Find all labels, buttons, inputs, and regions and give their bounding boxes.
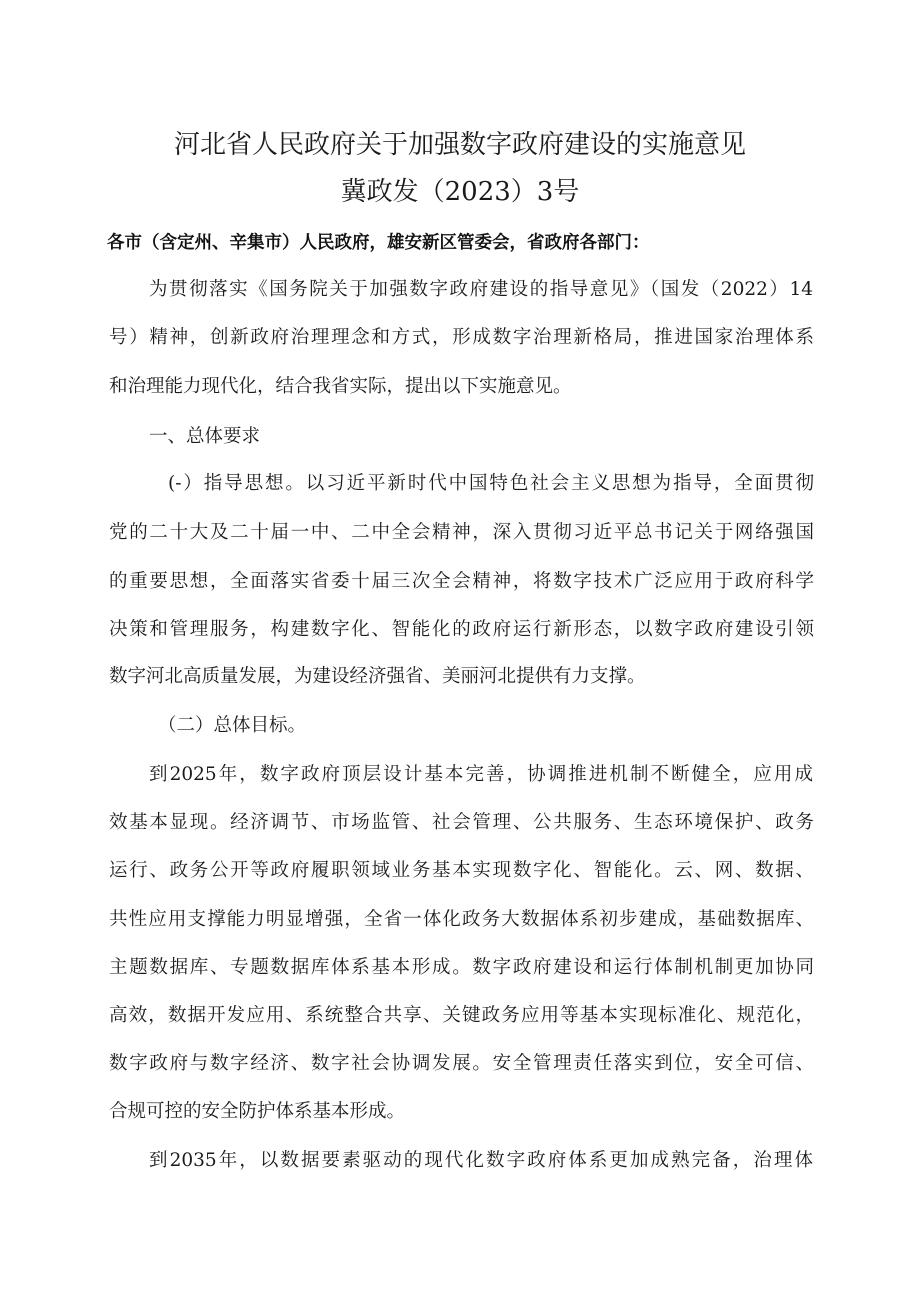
body-line: 数字政府与数字经济、数字社会协调发展。安全管理责任落实到位，安全可信、 xyxy=(109,1053,814,1074)
body-line: 高效，数据开发应用、系统整合共享、关键政务应用等基本实现标准化、规范化， xyxy=(109,1005,814,1026)
body-line: 主题数据库、专题数据库体系基本形成。数字政府建设和运行体制机制更加协同 xyxy=(109,957,814,978)
salutation: 各市（含定州、辛集市）人民政府，雄安新区管委会，省政府各部门： xyxy=(107,233,650,253)
body-line: 共性应用支撑能力明显增强，全省一体化政务大数据体系初步建成，基础数据库、 xyxy=(109,909,814,930)
body-line: 到2025年，数字政府顶层设计基本完善，协调推进机制不断健全，应用成 xyxy=(149,764,813,785)
body-line: 党的二十大及二十届一中、二中全会精神，深入贯彻习近平总书记关于网络强国 xyxy=(109,522,814,543)
body-line: 到2035年，以数据要素驱动的现代化数字政府体系更加成熟完备，治理体 xyxy=(149,1150,813,1171)
body-line: 和治理能力现代化，结合我省实际，提出以下实施意见。 xyxy=(109,376,572,397)
body-line: 为贯彻落实《国务院关于加强数字政府建设的指导意见》（国发（2022）14 xyxy=(149,279,813,300)
body-line: 效基本显现。经济调节、市场监管、社会管理、公共服务、生态环境保护、政务 xyxy=(109,812,814,833)
body-line: 的重要思想，全面落实省委十届三次全会精神，将数字技术广泛应用于政府科学 xyxy=(109,571,814,592)
body-line: 运行、政务公开等政府履职领域业务基本实现数字化、智能化。云、网、数据、 xyxy=(109,860,814,881)
section-heading: 一、总体要求 xyxy=(149,426,261,447)
body-line: 合规可控的安全防护体系基本形成。 xyxy=(109,1101,406,1122)
body-line: 数字河北高质量发展，为建设经济强省、美丽河北提供有力支撑。 xyxy=(109,666,646,687)
subsection-heading: （二）总体目标。 xyxy=(158,715,307,736)
document-number: 冀政发（2023）3号 xyxy=(340,177,580,207)
body-line: 号）精神，创新政府治理理念和方式，形成数字治理新格局，推进国家治理体系 xyxy=(109,327,814,348)
body-line: 决策和管理服务，构建数字化、智能化的政府运行新形态，以数字政府建设引领 xyxy=(109,619,814,640)
body-line: (-）指导思想。以习近平新时代中国特色社会主义思想为指导，全面贯彻 xyxy=(168,473,814,494)
document-title: 河北省人民政府关于加强数字政府建设的实施意见 xyxy=(173,130,746,160)
